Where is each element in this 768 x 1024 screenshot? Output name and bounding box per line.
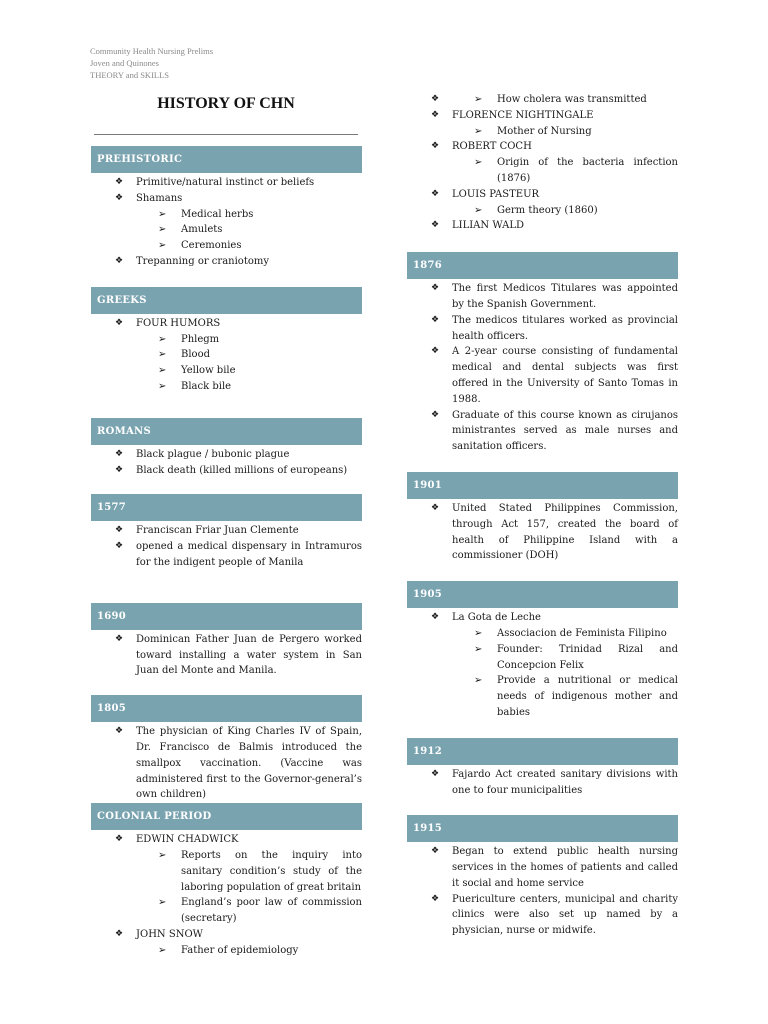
section-heading-prehistoric: PREHISTORIC bbox=[91, 146, 362, 173]
sub-list-item: ➢ ❖ How cholera was transmitted bbox=[452, 92, 678, 108]
colonial-list-continued bbox=[407, 92, 678, 234]
colonial-list bbox=[91, 830, 362, 958]
document-header bbox=[90, 45, 213, 81]
left-column bbox=[91, 146, 362, 959]
four-humors-sublist bbox=[136, 332, 362, 395]
y1905-list bbox=[407, 608, 678, 721]
section-heading-romans: ROMANS bbox=[91, 418, 362, 445]
prehistoric-list bbox=[91, 173, 362, 270]
list-item-text: LOUIS PASTEUR bbox=[452, 188, 540, 200]
sub-list-item: ➢ Medical herbs bbox=[136, 207, 362, 223]
list-item: ❖ Primitive/natural instinct or beliefs bbox=[91, 175, 362, 191]
snow-sublist bbox=[136, 943, 362, 959]
list-item-text: FLORENCE NIGHTINGALE bbox=[452, 109, 594, 121]
sub-list-item: ➢ Reports on the inquiry into sanitary condition’s study of the laboring population of great britain bbox=[136, 848, 362, 895]
pasteur-sublist bbox=[452, 203, 678, 219]
list-item: ❖ United Stated Philippines Commission, through Act 157, created the board of health of Philippine Island with a commissioner (DOH) bbox=[407, 501, 678, 564]
list-item: ❖ Fajardo Act created sanitary divisions with one to four municipalities bbox=[407, 767, 678, 799]
list-item bbox=[91, 316, 362, 395]
section-heading-1805: 1805 bbox=[91, 695, 362, 722]
list-item bbox=[407, 108, 678, 140]
list-item: ❖ Black death (killed millions of europeans) bbox=[91, 463, 362, 479]
list-item: ❖ The medicos titulares worked as provincial health officers. bbox=[407, 313, 678, 345]
list-item: ❖ The first Medicos Titulares was appointed by the Spanish Government. bbox=[407, 281, 678, 313]
list-item-text: JOHN SNOW bbox=[136, 928, 203, 940]
sub-list-item: ➢ Provide a nutritional or medical needs of indigenous mother and babies bbox=[452, 673, 678, 720]
y1915-list bbox=[407, 842, 678, 939]
list-item-text: EDWIN CHADWICK bbox=[136, 834, 239, 846]
list-item bbox=[407, 187, 678, 219]
list-item bbox=[91, 832, 362, 927]
title-divider bbox=[94, 134, 358, 135]
sub-list-item: ➢ Associacion de Feminista Filipino bbox=[452, 626, 678, 642]
list-item: ❖ Graduate of this course known as cirujanos ministrantes served as male nurses and sanitation officers. bbox=[407, 408, 678, 455]
sub-list-item: ➢ Origin of the bacteria infection (1876) bbox=[452, 155, 678, 187]
list-item bbox=[91, 191, 362, 254]
list-item: ❖ The physician of King Charles IV of Spain, Dr. Francisco de Balmis introduced the smallpox vaccination. (Vaccine was administered first to the Governor-general’s own children) bbox=[91, 724, 362, 803]
right-column bbox=[407, 92, 678, 939]
y1690-list bbox=[91, 630, 362, 679]
romans-list bbox=[91, 445, 362, 479]
greeks-list bbox=[91, 314, 362, 395]
list-item-text: La Gota de Leche bbox=[452, 612, 541, 624]
sub-list-item: ➢ Blood bbox=[136, 347, 362, 363]
list-item bbox=[91, 927, 362, 959]
sub-list-item: ➢ Yellow bile bbox=[136, 363, 362, 379]
gota-de-leche-sublist bbox=[452, 626, 678, 721]
sub-list-item: ➢ Founder: Trinidad Rizal and Concepcion Felix bbox=[452, 642, 678, 674]
sub-list-item: ➢ Mother of Nursing bbox=[452, 124, 678, 140]
sub-list-item: ➢ Germ theory (1860) bbox=[452, 203, 678, 219]
page-title: HISTORY OF CHN bbox=[157, 95, 295, 112]
list-item: ❖ Trepanning or craniotomy bbox=[91, 254, 362, 270]
section-heading-1905: 1905 bbox=[407, 581, 678, 608]
list-item: ❖ opened a medical dispensary in Intramuros for the indigent people of Manila bbox=[91, 539, 362, 571]
shamans-sublist bbox=[136, 207, 362, 254]
y1901-list bbox=[407, 499, 678, 564]
sub-list-item: ➢ Phlegm bbox=[136, 332, 362, 348]
section-heading-colonial-period: COLONIAL PERIOD bbox=[91, 803, 362, 830]
sub-list-item: ➢ England’s poor law of commission (secretary) bbox=[136, 895, 362, 927]
list-item bbox=[407, 92, 678, 108]
section-heading-1690: 1690 bbox=[91, 603, 362, 630]
snow-sublist-continued bbox=[452, 92, 678, 108]
sub-list-item: ➢ Amulets bbox=[136, 222, 362, 238]
list-item: ❖ Dominican Father Juan de Pergero worked toward installing a water system in San Juan del Monte and Manila. bbox=[91, 632, 362, 679]
y1805-list bbox=[91, 722, 362, 803]
chadwick-sublist bbox=[136, 848, 362, 927]
list-item-text: FOUR HUMORS bbox=[136, 317, 221, 329]
header-course: Community Health Nursing Prelims bbox=[90, 46, 214, 56]
coch-sublist bbox=[452, 155, 678, 187]
section-heading-1876: 1876 bbox=[407, 252, 678, 279]
sub-list-item: ➢ Black bile bbox=[136, 379, 362, 395]
list-item bbox=[407, 139, 678, 186]
section-heading-1901: 1901 bbox=[407, 472, 678, 499]
header-authors: Joven and Quinones bbox=[90, 58, 159, 68]
y1912-list bbox=[407, 765, 678, 799]
y1876-list bbox=[407, 279, 678, 455]
list-item-text: Shamans bbox=[136, 192, 183, 204]
header-subtitle: THEORY and SKILLS bbox=[90, 70, 170, 80]
list-item: ❖ Franciscan Friar Juan Clemente bbox=[91, 523, 362, 539]
list-item: ❖ Puericulture centers, municipal and charity clinics were also set up named by a physician, nurse or midwife. bbox=[407, 892, 678, 939]
list-item bbox=[407, 610, 678, 721]
list-item: ❖ Black plague / bubonic plague bbox=[91, 447, 362, 463]
section-heading-1912: 1912 bbox=[407, 738, 678, 765]
section-heading-greeks: GREEKS bbox=[91, 287, 362, 314]
list-item: ❖ Began to extend public health nursing services in the homes of patients and called it social and home service bbox=[407, 844, 678, 891]
sub-list-item: ➢ Father of epidemiology bbox=[136, 943, 362, 959]
nightingale-sublist bbox=[452, 124, 678, 140]
list-item-text: ROBERT COCH bbox=[452, 141, 532, 153]
y1577-list bbox=[91, 521, 362, 570]
sub-list-item: ➢ Ceremonies bbox=[136, 238, 362, 254]
list-item: ❖ A 2-year course consisting of fundamental medical and dental subjects was first offered in the University of Santo Tomas in 1988. bbox=[407, 344, 678, 407]
section-heading-1577: 1577 bbox=[91, 494, 362, 521]
list-item: ❖ LILIAN WALD bbox=[407, 218, 678, 234]
section-heading-1915: 1915 bbox=[407, 815, 678, 842]
